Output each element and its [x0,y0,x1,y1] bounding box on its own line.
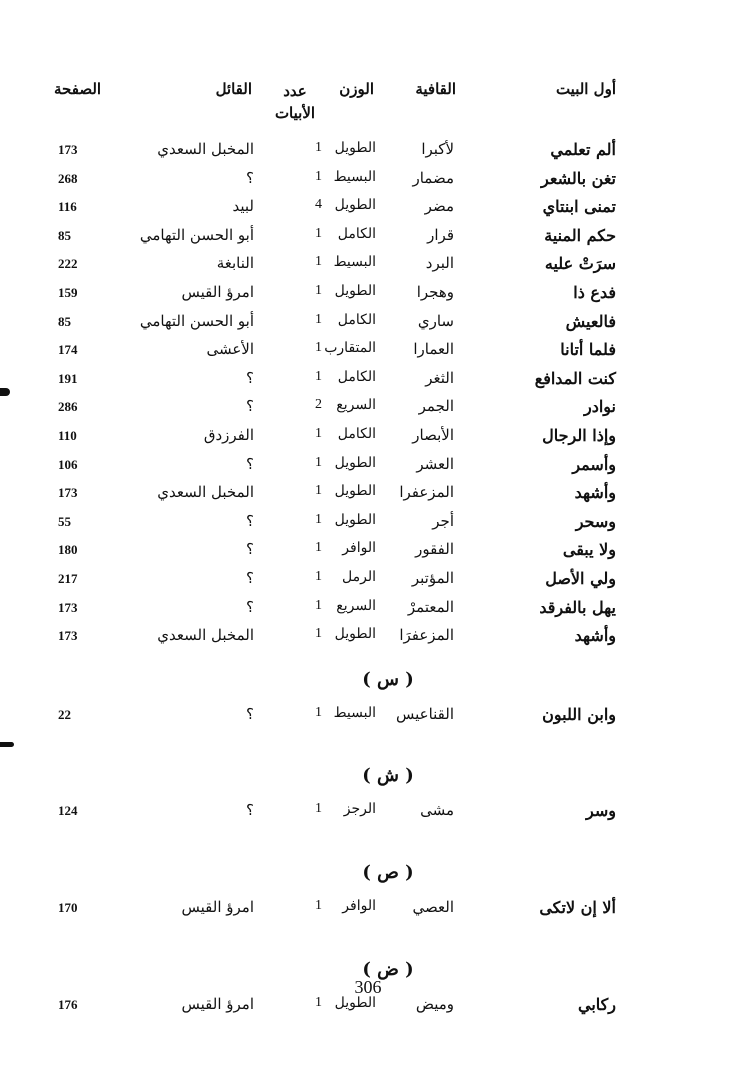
meter-cell: الطويل [334,454,376,471]
page-ref-cell: 159 [58,285,78,300]
meter-cell: البسيط [333,168,376,185]
verse-start: حكم المنية [544,225,616,245]
poet-cell: لبيد [232,197,254,216]
poet-cell: أبو الحسن التهامي [139,225,254,244]
meter-cell: الوافر [342,898,376,914]
rhyme-cell: أجر [432,511,454,530]
verse-count-cell: 1 [315,140,322,155]
verse-start: ألا إن لاتكى [539,898,616,917]
page-ref-cell: 180 [58,542,78,558]
verse-start: تمنى ابنتاي [542,197,616,217]
verse-count-cell: 2 [315,397,322,413]
section-letter: ( س ) [362,668,414,690]
verse-start: وسر [586,801,616,821]
poet-cell: الأعشى [206,340,254,359]
meter-cell: الطويل [334,511,376,528]
page-ref-cell: 85 [58,313,71,329]
section-letter: ( ش ) [362,765,414,787]
meter-cell: الوافر [342,540,376,557]
verse-count-cell: 1 [315,426,322,441]
meter-cell: البسيط [333,254,376,271]
meter-cell: الرمل [342,569,376,585]
meter-cell: السريع [336,397,376,414]
verse-count-cell: 1 [315,168,322,184]
page-ref-cell: 174 [58,342,78,358]
rhyme-cell: الأبصار [412,426,454,444]
poet-cell: الفرزدق [203,426,254,444]
verse-count-cell: 1 [315,597,322,613]
verse-start: ولي الأصل [545,569,616,588]
header-rhyme: القافية [415,80,456,98]
page-ref-cell: 173 [58,628,78,644]
page-ref-cell: 191 [58,370,78,386]
page-ref-cell: 222 [58,256,78,272]
rhyme-cell: القناعيس [395,704,454,723]
verse-count-cell: 1 [315,254,322,270]
poet-cell: ؟ [246,454,254,473]
rhyme-cell: العمارا [413,340,454,359]
rhyme-cell: الفقور [415,540,454,559]
page-ref-cell: 268 [58,170,78,186]
poet-cell: المخبل السعدي [157,483,254,502]
verse-start: نوادر [583,397,616,417]
poet-cell: ؟ [246,368,254,387]
meter-cell: البسيط [333,704,376,721]
verse-start: ولا يبقى [562,540,616,560]
verse-start: وابن اللبون [542,704,616,724]
section-letter-heading [0,765,736,786]
verse-start: سرَتْ عليه [544,254,616,274]
poet-cell: النابغة [216,254,254,273]
poet-cell: امرؤ القيس [181,283,254,301]
verse-count-cell: 1 [315,569,322,584]
verse-count-cell: 4 [315,197,322,213]
section-letter-heading [0,862,736,883]
header-meter: الوزن [339,80,374,98]
meter-cell: الطويل [334,140,376,156]
rhyme-cell: العصي [412,898,454,916]
meter-cell: المتقارب [324,340,376,357]
poet-cell: امرؤ القيس [181,994,254,1013]
verse-count-cell: 1 [315,994,322,1010]
verse-count-cell: 1 [315,368,322,384]
verse-start: وإذا الرجال [542,426,616,445]
page-ref-cell: 286 [58,399,78,415]
page-ref-cell: 124 [58,803,78,819]
page-ref-cell: 110 [58,428,77,443]
page-number: 306 [354,977,382,997]
verse-count-cell: 1 [315,540,322,556]
meter-cell: الكامل [337,426,376,442]
meter-cell: الطويل [334,197,376,214]
rhyme-cell: وميض [415,994,454,1013]
section-letter: ( ض ) [362,958,414,980]
meter-cell: الكامل [337,311,376,328]
verse-start: فالعيش [565,311,616,331]
rhyme-cell: وهجرا [416,283,454,301]
verse-start: وأسمر [572,454,616,474]
verse-count-cell: 1 [315,704,322,720]
rhyme-cell: المزعفرا [399,483,454,502]
header-first-verse: أول البيت [555,80,616,98]
poet-cell: ؟ [246,397,254,416]
poet-cell: المخبل السعدي [157,626,254,645]
rhyme-cell: مضر [424,197,454,216]
rhyme-cell: قرار [427,225,454,244]
meter-cell: الطويل [334,483,376,500]
rhyme-cell: المؤتبر [411,569,454,587]
rhyme-cell: المزعفرَا [399,626,454,645]
verse-start: تغن بالشعر [541,168,616,188]
header-poet: القائل [215,80,252,98]
rhyme-cell: العشر [416,454,454,473]
meter-cell: الطويل [334,994,376,1011]
rhyme-cell: مشى [420,801,454,820]
page-ref-cell: 173 [58,485,78,501]
verse-start: وسحر [575,511,616,531]
header-page: الصفحة [54,80,102,98]
rhyme-cell: البرد [425,254,454,273]
poet-cell: المخبل السعدي [157,140,254,158]
meter-cell: الطويل [334,283,376,299]
verse-count-cell: 1 [315,511,322,527]
rhyme-cell: مضمار [412,168,454,187]
page-ref-cell: 173 [58,142,78,157]
rhyme-cell: لأكبرا [421,140,454,158]
page-ref-cell: 173 [58,599,78,615]
verse-start: ألم تعلمي [550,140,616,159]
rhyme-cell: المعتمرْ [407,597,454,616]
page-ref-cell: 170 [58,900,78,915]
meter-cell: الطويل [334,626,376,643]
verse-start: وأشهد [574,483,616,503]
verse-start: فدع ذا [573,283,616,302]
verse-start: ركابي [577,994,616,1014]
page-ref-cell: 55 [58,513,71,529]
header-count: عدد الأبيات [274,82,316,122]
verse-count-cell: 1 [315,340,322,356]
meter-cell: الكامل [337,368,376,385]
rhyme-cell: الجمر [418,397,454,416]
verse-start: كنت المدافع [534,368,616,388]
verse-count-cell: 1 [315,483,322,499]
rhyme-cell: الثغر [425,368,454,387]
poet-cell: ؟ [246,597,254,616]
verse-start: فلما أتانا [560,340,616,360]
margin-mark [0,742,14,747]
rhyme-cell: ساري [417,311,454,330]
poet-cell: ؟ [246,704,254,723]
page-ref-cell: 85 [58,227,71,243]
verse-count-cell: 1 [315,454,322,470]
poet-cell: أبو الحسن التهامي [139,311,254,330]
page-ref-cell: 217 [58,571,78,586]
poet-cell: ؟ [246,569,254,587]
meter-cell: الرجز [343,801,376,818]
meter-cell: السريع [336,597,376,614]
verse-count-cell: 1 [315,225,322,241]
margin-mark [0,388,10,396]
poet-cell: ؟ [246,168,254,187]
verse-count-cell: 1 [315,311,322,327]
verse-count-cell: 1 [315,898,322,913]
section-letter: ( ص ) [362,862,414,883]
verse-count-cell: 1 [315,626,322,642]
page-ref-cell: 106 [58,456,78,472]
poet-cell: ؟ [246,801,254,820]
verse-count-cell: 1 [315,283,322,298]
section-letter-heading [0,669,736,690]
page-ref-cell: 22 [58,706,71,722]
poet-cell: امرؤ القيس [181,898,254,916]
page-ref-cell: 116 [58,199,77,215]
verse-count-cell: 1 [315,801,322,817]
verse-start: يهل بالفرقد [539,597,616,617]
poet-cell: ؟ [246,540,254,559]
verse-start: وأشهد [574,626,616,646]
meter-cell: الكامل [337,225,376,242]
page-ref-cell: 176 [58,996,78,1012]
poet-cell: ؟ [246,511,254,530]
